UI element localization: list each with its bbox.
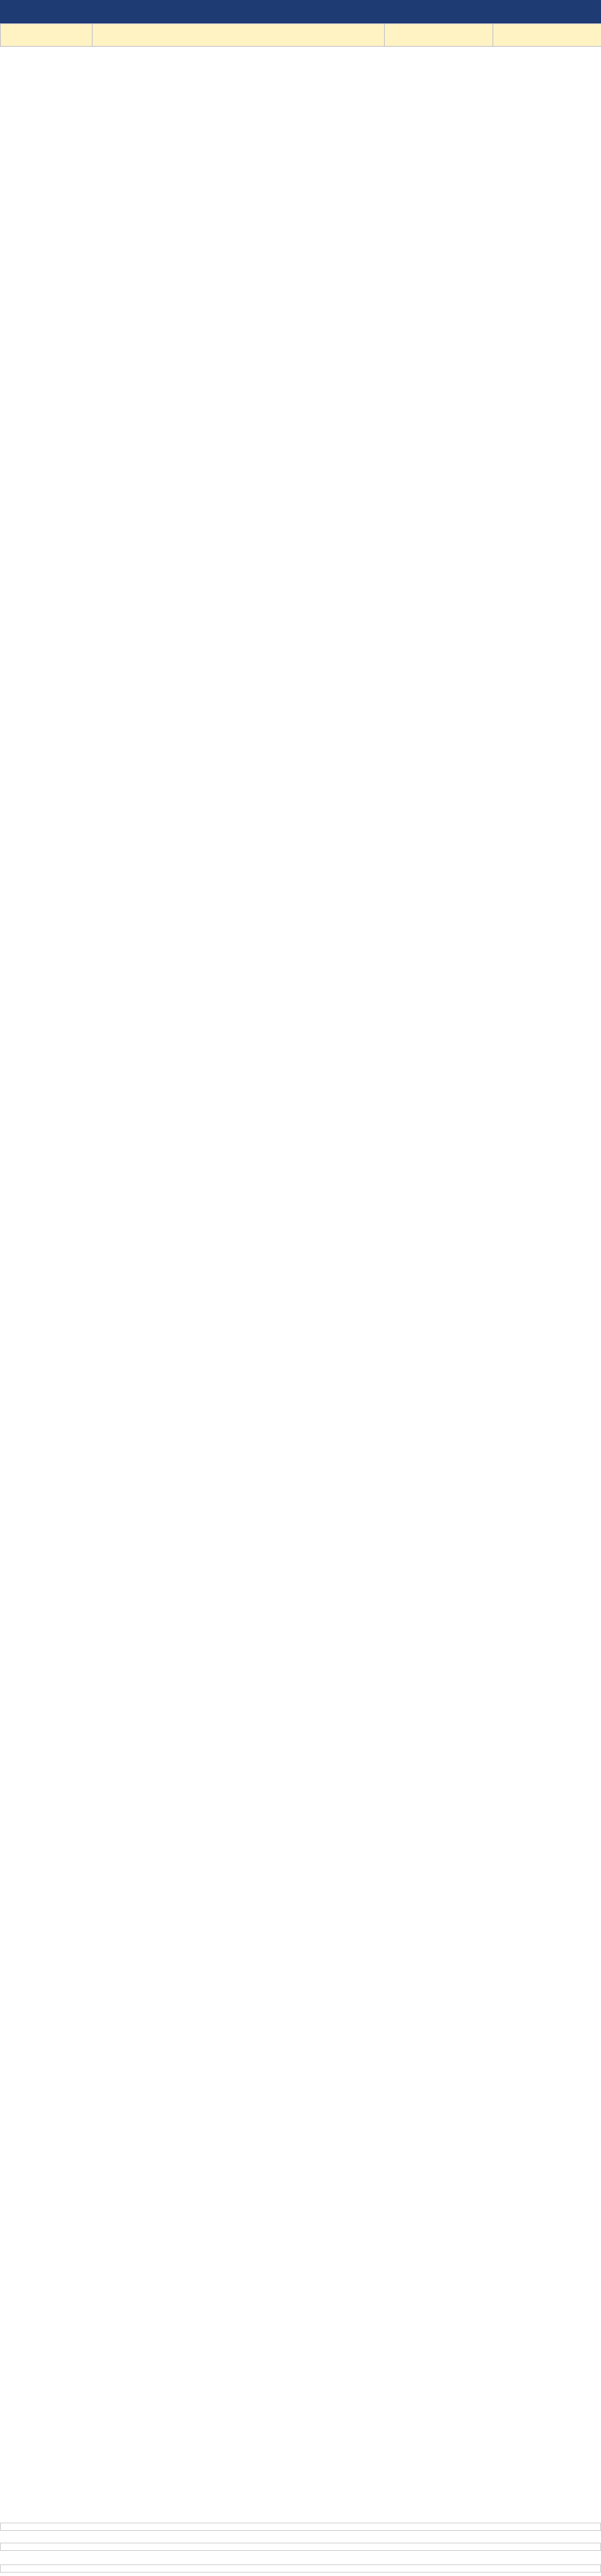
footer-copyright — [0, 2564, 601, 2573]
column-header-item — [93, 24, 385, 47]
exchange-table — [0, 23, 601, 47]
footer-note — [0, 2523, 601, 2531]
page-title — [0, 0, 601, 23]
footer-author — [0, 2543, 601, 2551]
column-header-cost — [385, 24, 493, 47]
column-header-quantity — [493, 24, 601, 47]
column-header-page — [1, 24, 93, 47]
table-header — [1, 24, 601, 47]
